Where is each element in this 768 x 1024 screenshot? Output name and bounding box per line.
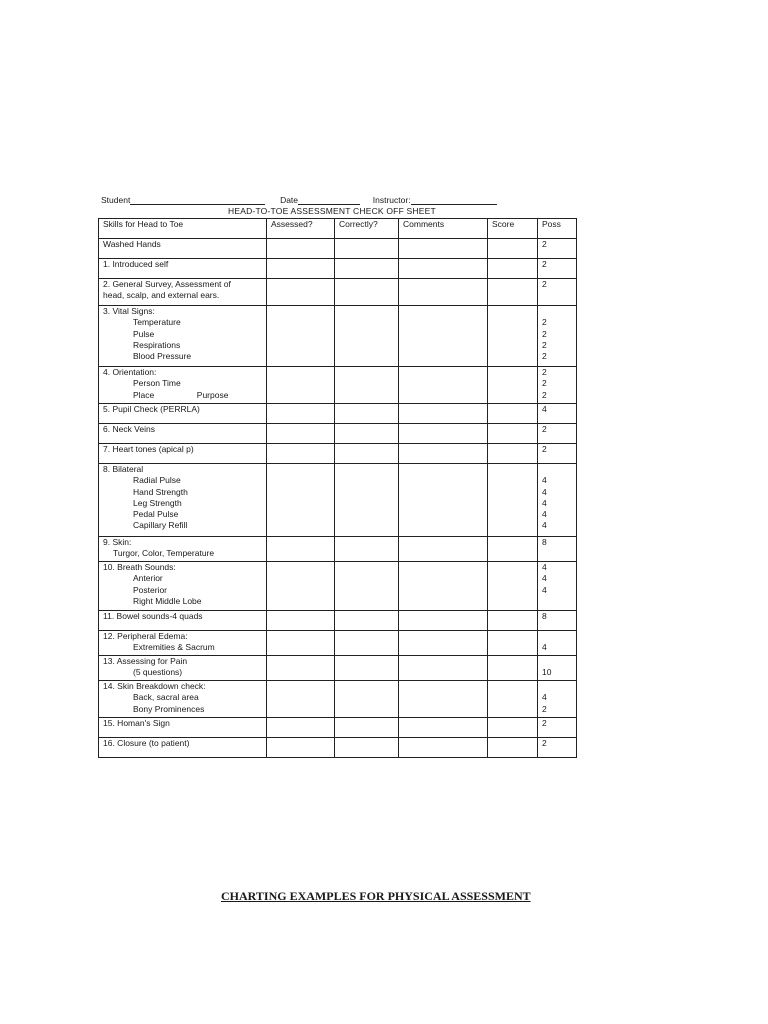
skill-cell: [99, 279, 267, 306]
score-cell[interactable]: [488, 259, 538, 279]
skill-line: head, scalp, and external ears.: [103, 290, 220, 301]
comments-cell[interactable]: [399, 239, 488, 259]
skill-cell: [99, 681, 267, 718]
skill-line: 12. Peripheral Edema:: [103, 631, 188, 641]
skill-line: Pedal Pulse: [133, 509, 179, 520]
date-blank: [298, 195, 360, 205]
comments-cell[interactable]: [399, 259, 488, 279]
table-row: [99, 279, 577, 306]
poss-line: [542, 306, 572, 317]
correctly-cell[interactable]: [335, 367, 399, 404]
assessed-cell[interactable]: [267, 738, 335, 758]
poss-line: 4: [542, 692, 547, 703]
score-cell[interactable]: [488, 611, 538, 631]
comments-cell[interactable]: [399, 424, 488, 444]
correctly-cell[interactable]: [335, 656, 399, 681]
score-cell[interactable]: [488, 562, 538, 611]
table-row: [99, 562, 577, 611]
charting-examples-title: CHARTING EXAMPLES FOR PHYSICAL ASSESSMENT: [221, 889, 531, 903]
poss-line: 2: [542, 703, 547, 714]
poss-line: 4: [542, 475, 547, 486]
col-header-comments: Comments: [399, 219, 488, 239]
skill-line: Blood Pressure: [133, 351, 192, 362]
assessed-cell[interactable]: [267, 259, 335, 279]
correctly-cell[interactable]: [335, 259, 399, 279]
correctly-cell[interactable]: [335, 537, 399, 562]
skill-line: Turgor, Color, Temperature: [113, 548, 215, 559]
correctly-cell[interactable]: [335, 404, 399, 424]
skill-line: Posterior: [133, 584, 168, 595]
poss-cell: [538, 681, 577, 718]
correctly-cell[interactable]: [335, 631, 399, 656]
skill-line: Hand Strength: [133, 486, 188, 497]
score-cell[interactable]: [488, 279, 538, 306]
poss-cell: 2: [538, 259, 577, 279]
col-header-poss: Poss: [538, 219, 577, 239]
comments-cell[interactable]: [399, 444, 488, 464]
table-row: [99, 537, 577, 562]
poss-line: 4: [542, 562, 547, 572]
table-header-row: [99, 219, 577, 239]
score-cell[interactable]: [488, 681, 538, 718]
table-row: [99, 611, 577, 631]
col-header-correctly: Correctly?: [335, 219, 399, 239]
table-row: [99, 424, 577, 444]
comments-cell[interactable]: [399, 681, 488, 718]
poss-line: 4: [542, 520, 547, 531]
comments-cell[interactable]: [399, 738, 488, 758]
poss-line: 4: [542, 486, 547, 497]
poss-line: 4: [542, 509, 547, 520]
header-fields: [101, 195, 521, 205]
table-row: [99, 239, 577, 259]
skill-cell: Washed Hands: [99, 239, 267, 259]
poss-line: [542, 681, 572, 692]
score-cell[interactable]: [488, 656, 538, 681]
correctly-cell[interactable]: [335, 611, 399, 631]
comments-cell[interactable]: [399, 279, 488, 306]
skill-cell: 5. Pupil Check (PERRLA): [99, 404, 267, 424]
assessed-cell[interactable]: [267, 367, 335, 404]
col-header-score: Score: [488, 219, 538, 239]
instructor-label: Instructor:: [372, 195, 411, 205]
correctly-cell[interactable]: [335, 444, 399, 464]
skill-line: Pulse: [133, 328, 155, 339]
skill-cell: [99, 306, 267, 367]
poss-cell: [538, 631, 577, 656]
assessed-cell[interactable]: [267, 656, 335, 681]
score-cell[interactable]: [488, 444, 538, 464]
comments-cell[interactable]: [399, 537, 488, 562]
skill-cell: [99, 464, 267, 537]
skill-cell: [99, 656, 267, 681]
skill-line: Capillary Refill: [133, 520, 188, 531]
poss-line: 10: [542, 667, 552, 678]
score-cell[interactable]: [488, 738, 538, 758]
correctly-cell[interactable]: [335, 718, 399, 738]
poss-cell: 2: [538, 738, 577, 758]
score-cell[interactable]: [488, 464, 538, 537]
score-cell[interactable]: [488, 424, 538, 444]
table-row: [99, 367, 577, 404]
assessment-table: [98, 218, 577, 758]
poss-cell: 8: [538, 611, 577, 631]
assessed-cell[interactable]: [267, 611, 335, 631]
sheet-title: HEAD-TO-TOE ASSESSMENT CHECK OFF SHEET: [228, 206, 436, 216]
assessed-cell[interactable]: [267, 681, 335, 718]
skill-cell: 11. Bowel sounds-4 quads: [99, 611, 267, 631]
instructor-blank: [411, 195, 497, 205]
poss-cell: 4: [538, 404, 577, 424]
table-row: [99, 656, 577, 681]
table-row: [99, 738, 577, 758]
skill-line: Person Time: [133, 378, 181, 389]
poss-line: [542, 464, 572, 475]
skill-line: 9. Skin:: [103, 537, 132, 547]
skill-line: 3. Vital Signs:: [103, 306, 155, 316]
skill-line: 2. General Survey, Assessment of: [103, 279, 231, 289]
skill-line: Leg Strength: [133, 497, 182, 508]
poss-cell: 2: [538, 239, 577, 259]
student-label: Student: [101, 195, 131, 205]
comments-cell[interactable]: [399, 718, 488, 738]
skill-cell: 7. Heart tones (apical p): [99, 444, 267, 464]
date-label: Date: [280, 195, 299, 205]
poss-line: [542, 631, 572, 642]
poss-cell: [538, 367, 577, 404]
skill-line: Right Middle Lobe: [133, 595, 202, 606]
poss-cell: 2: [538, 718, 577, 738]
skill-cell: [99, 562, 267, 611]
poss-cell: 2: [538, 279, 577, 306]
assessed-cell[interactable]: [267, 444, 335, 464]
comments-cell[interactable]: [399, 631, 488, 656]
comments-cell[interactable]: [399, 306, 488, 367]
assessed-cell[interactable]: [267, 404, 335, 424]
poss-cell: 2: [538, 424, 577, 444]
assessed-cell[interactable]: [267, 279, 335, 306]
table-row: [99, 464, 577, 537]
assessed-cell[interactable]: [267, 631, 335, 656]
poss-cell: [538, 306, 577, 367]
table-row: [99, 404, 577, 424]
poss-cell: [538, 562, 577, 611]
skill-line: Radial Pulse: [133, 475, 181, 486]
skill-line: 14. Skin Breakdown check:: [103, 681, 206, 691]
comments-cell[interactable]: [399, 404, 488, 424]
correctly-cell[interactable]: [335, 279, 399, 306]
poss-line: [542, 656, 572, 667]
skill-cell: 16. Closure (to patient): [99, 738, 267, 758]
assessed-cell[interactable]: [267, 562, 335, 611]
poss-line: 4: [542, 642, 547, 653]
assessed-cell[interactable]: [267, 239, 335, 259]
poss-line: 2: [542, 351, 547, 362]
poss-line: 2: [542, 389, 547, 400]
score-cell[interactable]: [488, 718, 538, 738]
poss-cell: 2: [538, 444, 577, 464]
correctly-cell[interactable]: [335, 424, 399, 444]
comments-cell[interactable]: [399, 464, 488, 537]
poss-line: 2: [542, 339, 547, 350]
poss-line: 2: [542, 317, 547, 328]
comments-cell[interactable]: [399, 562, 488, 611]
poss-line: 4: [542, 573, 547, 584]
assessed-cell[interactable]: [267, 718, 335, 738]
poss-line: 2: [542, 328, 547, 339]
comments-cell[interactable]: [399, 611, 488, 631]
poss-cell: 8: [538, 537, 577, 562]
table-row: [99, 259, 577, 279]
table-row: [99, 681, 577, 718]
skill-cell: 6. Neck Veins: [99, 424, 267, 444]
poss-line: 4: [542, 584, 547, 595]
table-row: [99, 444, 577, 464]
score-cell[interactable]: [488, 537, 538, 562]
skill-line: (5 questions): [133, 667, 183, 678]
table-row: [99, 631, 577, 656]
skill-line: Place Purpose: [133, 389, 229, 400]
poss-line: 4: [542, 497, 547, 508]
assessed-cell[interactable]: [267, 464, 335, 537]
skill-cell: [99, 631, 267, 656]
skill-line: 13. Assessing for Pain: [103, 656, 188, 666]
correctly-cell[interactable]: [335, 681, 399, 718]
correctly-cell[interactable]: [335, 738, 399, 758]
col-header-assessed: Assessed?: [267, 219, 335, 239]
table-row: [99, 306, 577, 367]
assessed-cell[interactable]: [267, 537, 335, 562]
skill-line: Respirations: [133, 339, 181, 350]
col-header-skills: Skills for Head to Toe: [99, 219, 267, 239]
table-row: [99, 718, 577, 738]
skill-line: Bony Prominences: [133, 703, 205, 714]
correctly-cell[interactable]: [335, 306, 399, 367]
poss-line: 2: [542, 367, 547, 377]
score-cell[interactable]: [488, 367, 538, 404]
comments-cell[interactable]: [399, 656, 488, 681]
skill-line: 10. Breath Sounds:: [103, 562, 176, 572]
skill-cell: 15. Homan's Sign: [99, 718, 267, 738]
score-cell[interactable]: [488, 306, 538, 367]
student-blank: [130, 195, 265, 205]
correctly-cell[interactable]: [335, 562, 399, 611]
skill-line: Extremities & Sacrum: [133, 642, 215, 653]
score-cell[interactable]: [488, 239, 538, 259]
poss-line: 2: [542, 378, 547, 389]
skill-cell: 1. Introduced self: [99, 259, 267, 279]
comments-cell[interactable]: [399, 367, 488, 404]
correctly-cell[interactable]: [335, 464, 399, 537]
skill-line: 8. Bilateral: [103, 464, 144, 474]
score-cell[interactable]: [488, 631, 538, 656]
skill-line: Temperature: [133, 317, 181, 328]
correctly-cell[interactable]: [335, 239, 399, 259]
poss-cell: [538, 656, 577, 681]
assessed-cell[interactable]: [267, 424, 335, 444]
skill-cell: [99, 367, 267, 404]
skill-cell: [99, 537, 267, 562]
skill-line: Anterior: [133, 573, 163, 584]
skill-line: Back, sacral area: [133, 692, 199, 703]
poss-cell: [538, 464, 577, 537]
skill-line: 4. Orientation:: [103, 367, 157, 377]
score-cell[interactable]: [488, 404, 538, 424]
assessed-cell[interactable]: [267, 306, 335, 367]
